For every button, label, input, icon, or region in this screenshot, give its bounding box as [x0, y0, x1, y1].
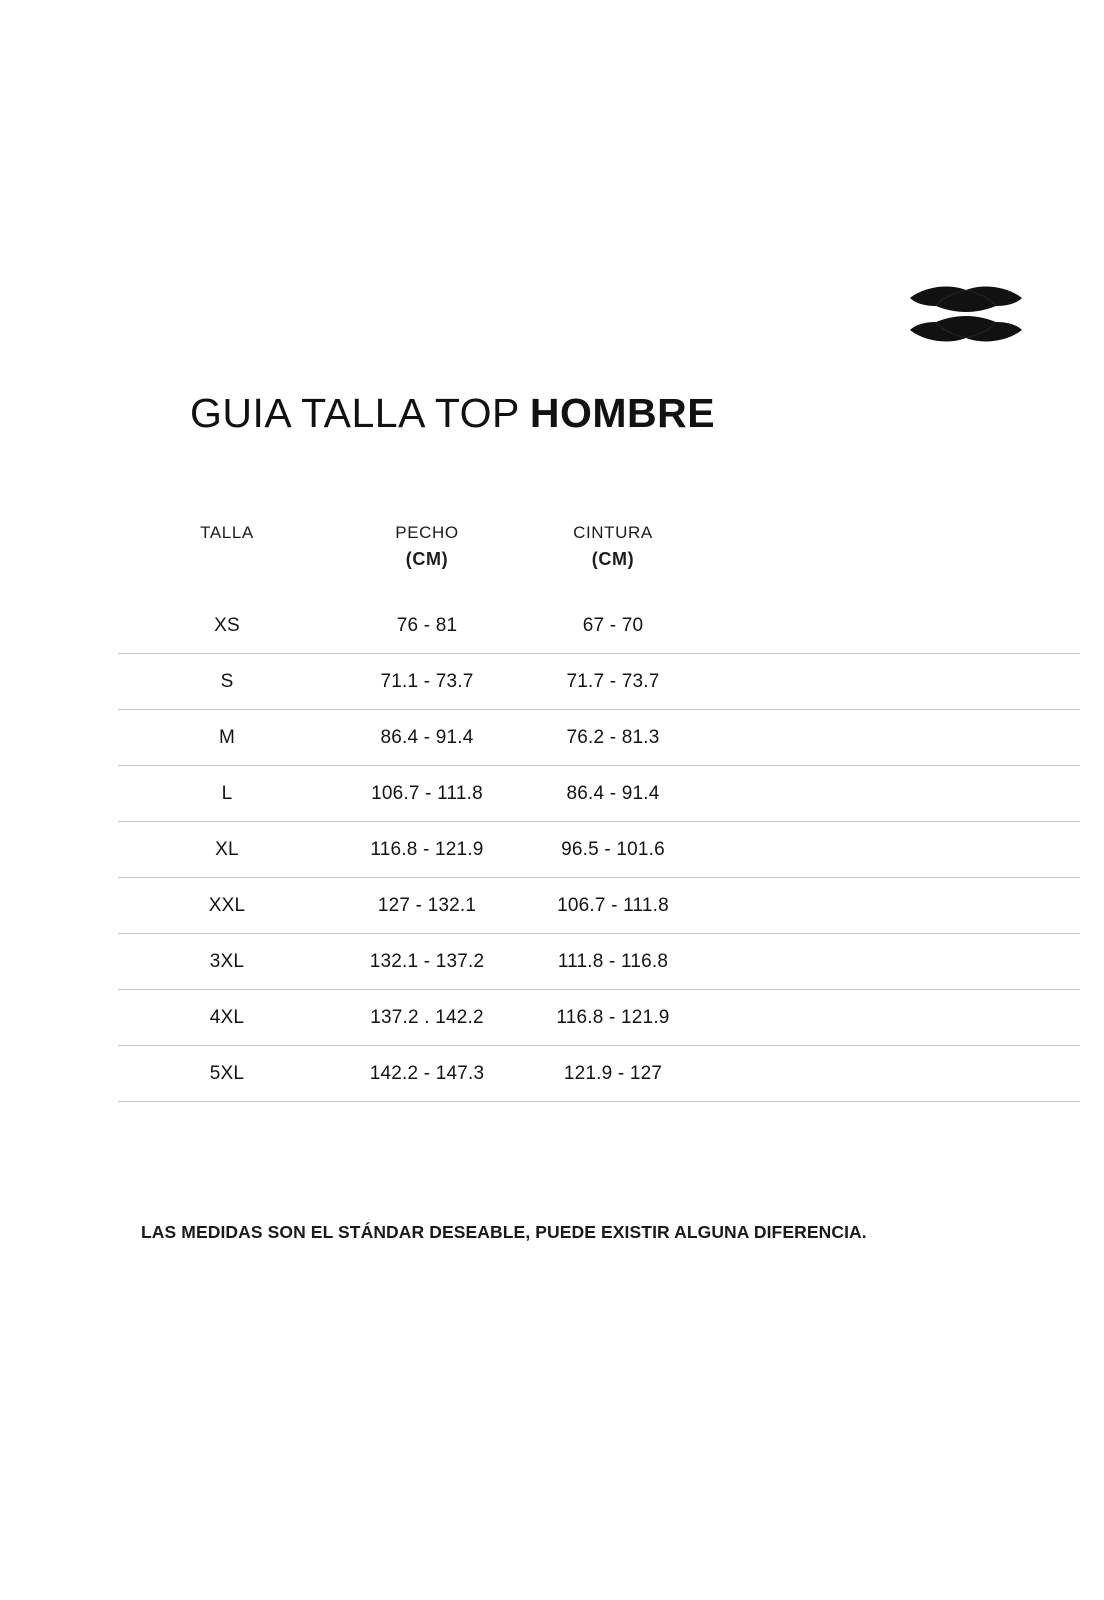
cell-cintura: 116.8 - 121.9 — [556, 1006, 670, 1028]
cell-cintura: 111.8 - 116.8 — [557, 950, 669, 972]
column-header-cintura — [518, 520, 708, 574]
cell-talla: XL — [215, 838, 239, 860]
table-row — [118, 598, 1080, 654]
cell-talla: S — [220, 670, 234, 692]
table-row — [118, 822, 1080, 878]
cell-pecho: 71.1 - 73.7 — [380, 670, 474, 692]
table-row — [118, 1046, 1080, 1102]
cell-pecho: 127 - 132.1 — [377, 894, 477, 916]
table-header-row — [118, 520, 1080, 580]
cell-pecho: 137.2 . 142.2 — [370, 1006, 484, 1028]
table-body — [118, 598, 1080, 1102]
table-row — [118, 710, 1080, 766]
page-title-thin: GUIA TALLA TOP — [190, 390, 520, 436]
table-row — [118, 990, 1080, 1046]
table-row — [118, 654, 1080, 710]
column-header-spacer — [708, 520, 1080, 574]
column-header-pecho-unit: (CM) — [405, 549, 449, 570]
cell-talla: 5XL — [209, 1062, 245, 1084]
cell-talla: L — [221, 782, 233, 804]
cell-cintura: 96.5 - 101.6 — [561, 838, 665, 860]
size-table — [118, 520, 1080, 1102]
cell-pecho: 142.2 - 147.3 — [369, 1062, 485, 1084]
cell-pecho: 116.8 - 121.9 — [370, 838, 484, 860]
table-row — [118, 766, 1080, 822]
cell-pecho: 86.4 - 91.4 — [380, 726, 474, 748]
cell-pecho: 132.1 - 137.2 — [369, 950, 485, 972]
cell-pecho: 106.7 - 111.8 — [371, 782, 483, 804]
column-header-pecho-label: PECHO — [395, 523, 459, 542]
column-header-talla — [118, 520, 336, 574]
column-header-pecho — [336, 520, 518, 574]
table-row — [118, 878, 1080, 934]
cell-cintura: 121.9 - 127 — [563, 1062, 663, 1084]
cell-talla: XXL — [208, 894, 246, 916]
column-header-talla-label: TALLA — [200, 523, 254, 542]
cell-talla: 4XL — [209, 1006, 245, 1028]
cell-pecho: 76 - 81 — [396, 614, 458, 636]
cell-cintura: 106.7 - 111.8 — [557, 894, 669, 916]
cell-talla: 3XL — [209, 950, 245, 972]
page-title — [190, 392, 715, 435]
cell-talla: M — [218, 726, 236, 748]
cell-cintura: 67 - 70 — [582, 614, 644, 636]
table-row — [118, 934, 1080, 990]
cell-cintura: 76.2 - 81.3 — [566, 726, 660, 748]
column-header-cintura-label: CINTURA — [573, 523, 653, 542]
cell-cintura: 86.4 - 91.4 — [566, 782, 660, 804]
cell-talla: XS — [214, 614, 240, 636]
column-header-cintura-unit: (CM) — [591, 549, 635, 570]
cell-cintura: 71.7 - 73.7 — [566, 670, 660, 692]
under-armour-logo-icon — [906, 280, 1026, 348]
page-title-bold: HOMBRE — [529, 390, 716, 436]
measurements-disclaimer: LAS MEDIDAS SON EL STÁNDAR DESEABLE, PUEDE EXISTIR ALGUNA DIFERENCIA. — [141, 1222, 867, 1242]
